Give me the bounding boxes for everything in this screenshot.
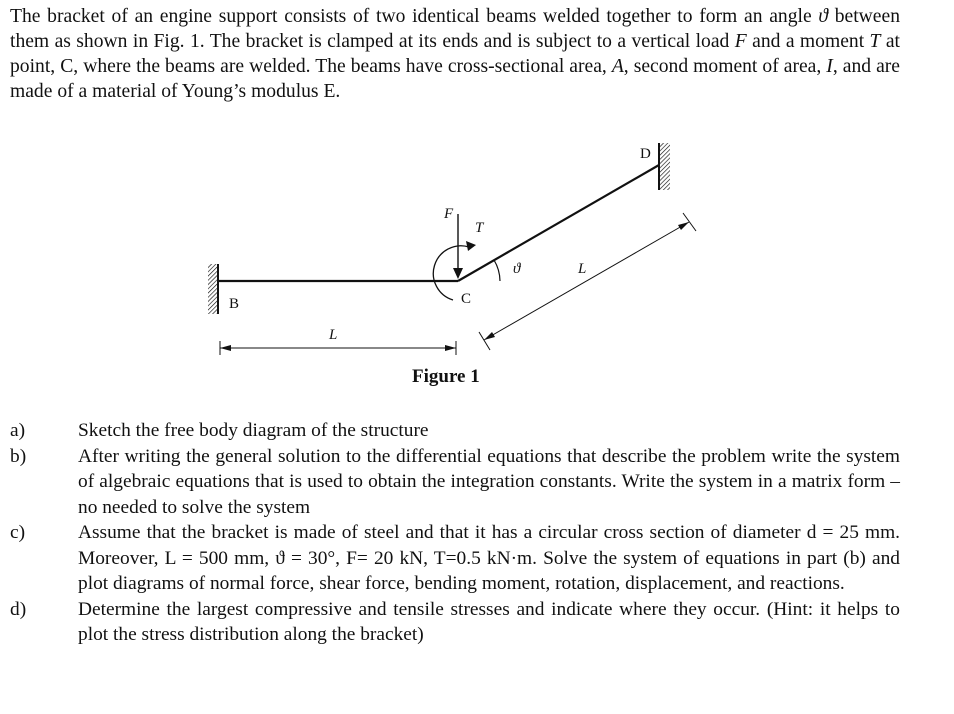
beam-cd xyxy=(458,165,659,281)
label-l-horizontal: L xyxy=(329,327,338,343)
question-text: After writing the general solution to the differential equations that describe the problem write the system of algebraic equations that is used to obtain the integration constants. Write the system in a matrix form – no needed to solve the system xyxy=(78,445,900,518)
clamp-d-hatch xyxy=(659,143,670,190)
question-c xyxy=(10,520,900,597)
bracket-figure xyxy=(0,120,954,370)
theta-arc xyxy=(494,260,500,281)
dim-l-horizontal-arrow-right xyxy=(445,345,456,351)
question-b xyxy=(10,444,900,521)
dim-l-inclined-tick-top xyxy=(683,213,696,231)
dim-l-inclined xyxy=(484,222,689,340)
question-d xyxy=(10,597,900,648)
question-text: Assume that the bracket is made of steel and that it has a circular cross section of diameter d = 25 mm. Moreover, L = 500 mm, ϑ = 30°, F= 20 kN, T=0.5 kN·m. Solve the system of equations in part (b) and plot diagrams of normal force, shear force, bending moment, rotation, displacement, and reactions. xyxy=(78,522,900,594)
dim-l-inclined-arrow-top xyxy=(678,222,689,230)
question-letter: d) xyxy=(10,598,27,620)
problem-statement: The bracket of an engine support consists of two identical beams welded together to form an angle ϑ between them as shown in Fig. 1. The bracket is clamped at its ends and is subject to a vertical load F and a moment T at point, C, where the beams are welded. The beams have cross-sectional area, A, second moment of area, I, and are made of a material of Young’s modulus E. xyxy=(10,6,900,102)
dim-l-horizontal-arrow-left xyxy=(220,345,231,351)
label-theta: ϑ xyxy=(513,261,521,277)
label-f: F xyxy=(444,206,454,222)
label-b: B xyxy=(229,296,240,312)
label-d: D xyxy=(640,146,651,162)
label-t: T xyxy=(475,220,484,236)
label-c: C xyxy=(461,291,472,307)
dim-l-inclined-arrow-bottom xyxy=(484,332,495,340)
question-text: Sketch the free body diagram of the structure xyxy=(78,420,429,441)
force-f-arrowhead xyxy=(453,268,463,279)
figure-caption: Figure 1 xyxy=(412,366,480,387)
question-text: Determine the largest compressive and tensile stresses and indicate where they occur. (Hint: it helps to plot the stress distribution along the bracket) xyxy=(78,598,900,645)
label-l-inclined: L xyxy=(578,261,587,277)
question-letter: a) xyxy=(10,420,26,441)
question-list xyxy=(10,418,900,648)
question-letter: c) xyxy=(10,522,26,543)
dim-l-inclined-tick-bottom xyxy=(479,332,490,350)
moment-t-arrowhead xyxy=(466,241,476,251)
clamp-b-hatch xyxy=(208,264,218,314)
question-a xyxy=(10,418,900,444)
question-letter: b) xyxy=(10,445,27,467)
